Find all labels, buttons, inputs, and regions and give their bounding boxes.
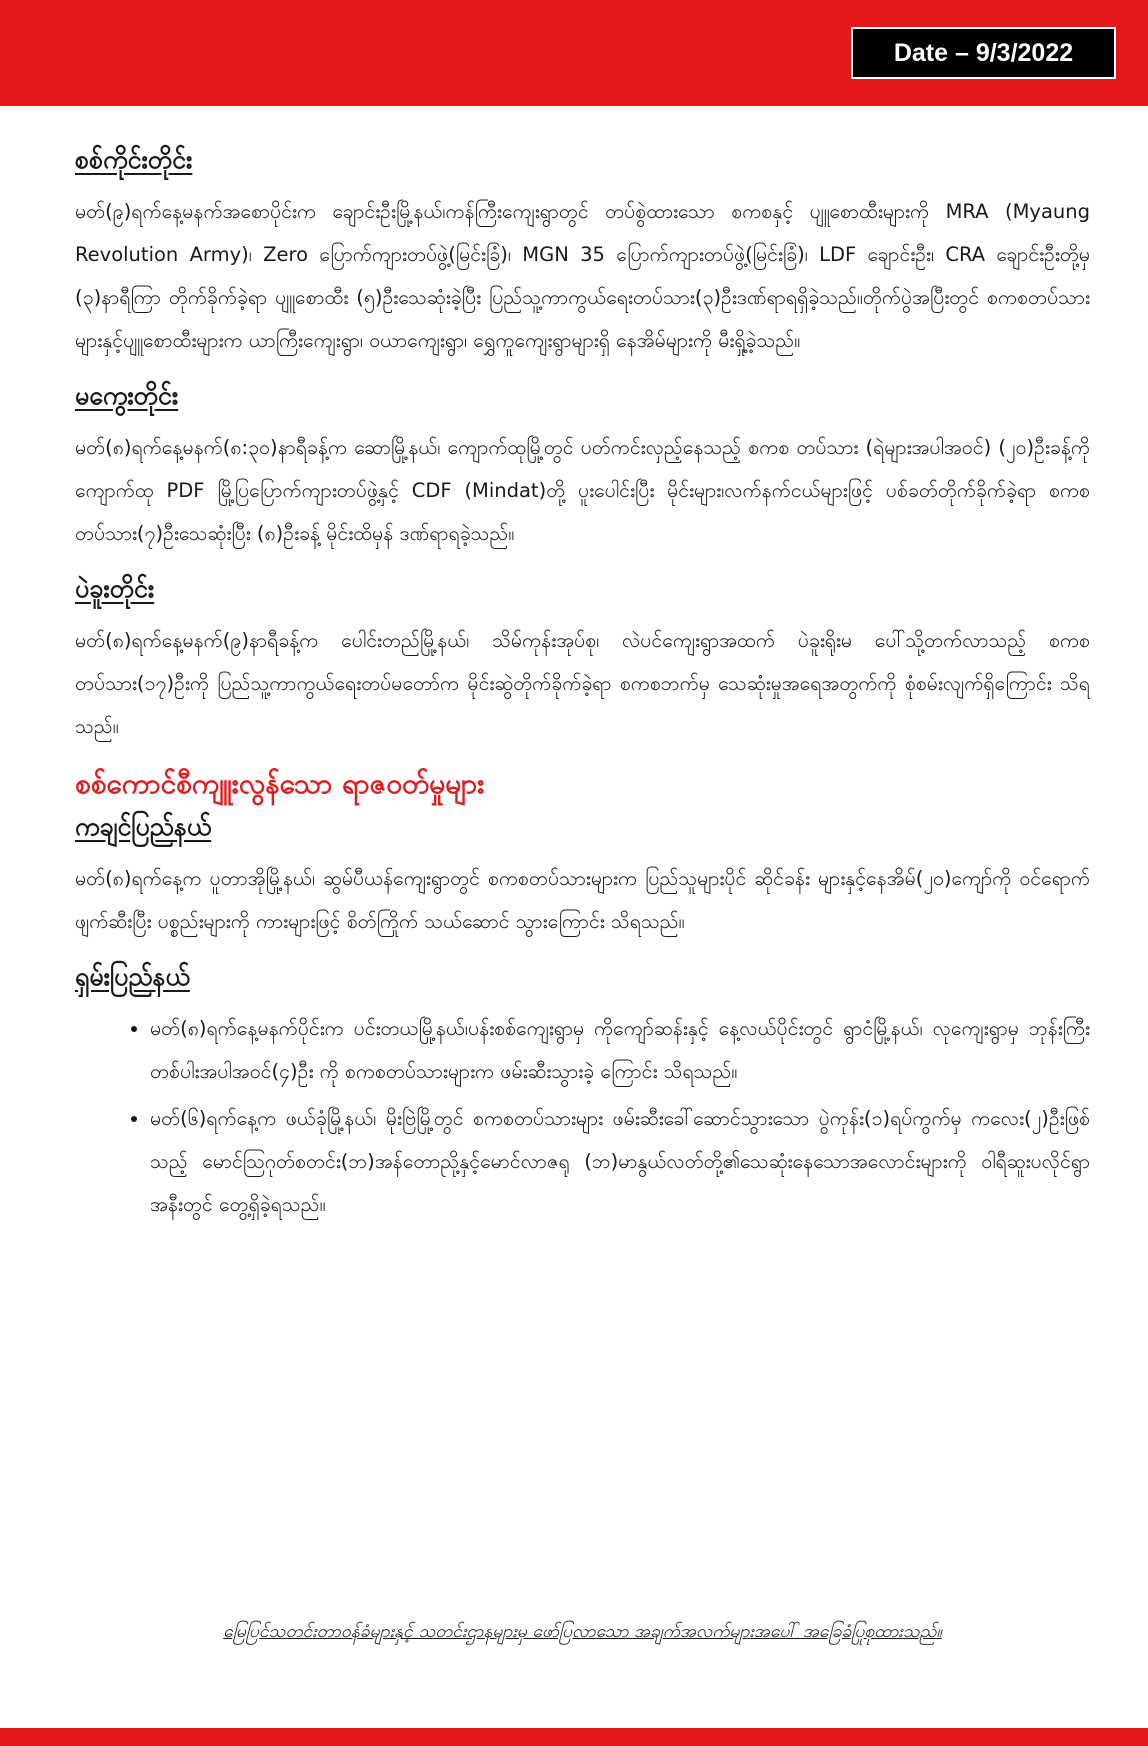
section-shan (75, 957, 1090, 1226)
section-sagaing (75, 140, 1090, 362)
section-magway (75, 376, 1090, 555)
section-heading: မကွေးတိုင်း (75, 381, 179, 410)
section-bago (75, 569, 1090, 748)
section-paragraph: မတ်(၈)ရက်နေ့မနက်(၈:၃၀)နာရီခန့်က ဆောမြို့နယ်၊ ကျောက်ထုမြို့တွင် ပတ်ကင်းလှည့်နေသည့် စကစ တပ်သား (ရဲများအပါအဝင်) (၂၀)ဦးခန့်ကို ကျောက်ထု PDF မြို့ပြပြောက်ကျားတပ်ဖွဲ့နှင့် CDF (Mindat)တို့ ပူးပေါင်းပြီး မိုင်းများ၊လက်နက်ငယ်များဖြင့် ပစ်ခတ်တိုက်ခိုက်ခဲ့ရာ စကစတပ်သား(၇)ဦးသေဆုံးပြီး (၈)ဦးခန့် မိုင်းထိမှန် ဒဏ်ရာရခဲ့သည်။ (75, 436, 1090, 545)
footer-banner (0, 1728, 1148, 1746)
section-heading: စစ်ကိုင်းတိုင်း (75, 145, 193, 174)
section-paragraph: မတ်(၉)ရက်နေ့မနက်အစောပိုင်းက ချောင်းဦးမြို့နယ်၊ကန်ကြီးကျေးရွာတွင် တပ်စွဲထားသော စကစနှင့် ပျူစောထီးများကို MRA (Myaung Revolution Army)၊ Zero ပြောက်ကျားတပ်ဖွဲ့(မြင်းခြံ)၊ MGN 35 ပြောက်ကျားတပ်ဖွဲ့(မြင်းခြံ)၊ LDF ချောင်းဦး၊ CRA ချောင်းဦးတို့မှ (၃)နာရီကြာ တိုက်ခိုက်ခဲ့ရာ ပျူစောထီး (၅)ဦးသေဆုံးခဲ့ပြီး ပြည်သူ့ကာကွယ်ရေးတပ်သား(၃)ဦးဒဏ်ရာရရှိခဲ့သည်။တိုက်ပွဲအပြီးတွင် စကစတပ်သား များနှင့်ပျူစောထီးများက ယာကြီးကျေးရွာ၊ ဝယာကျေးရွာ၊ ရွှေကူကျေးရွာများရှိ နေအိမ်များကို မီးရှို့ခဲ့သည်။ (75, 200, 1090, 352)
section-kachin (75, 807, 1090, 943)
bullet-list (75, 1007, 1090, 1226)
section-heading: ရှမ်းပြည်နယ် (75, 961, 190, 991)
section-paragraph: မတ်(၈)ရက်နေ့က ပူတာအိုမြို့နယ်၊ ဆွမ်ပီယန်ကျေးရွာတွင် စကစတပ်သားများက ပြည်သူများပိုင် ဆိုင်ခန်း များနှင့်နေအိမ်(၂၀)ကျော်ကို ဝင်ရောက်ဖျက်ဆီးပြီး ပစ္စည်းများကို ကားများဖြင့် စိတ်ကြိုက် သယ်ဆောင် သွားကြောင်း သိရသည်။ (75, 866, 1090, 933)
section-heading: ပဲခူးတိုင်း (75, 574, 155, 603)
section-paragraph: မတ်(၈)ရက်နေ့မနက်(၉)နာရီခန့်က ပေါင်းတည်မြို့နယ်၊ သိမ်ကုန်းအုပ်စု၊ လဲပင်ကျေးရွာအထက် ပဲခူးရိုးမ ပေါ်သို့တက်လာသည့် စကစတပ်သား(၁၇)ဦးကို ပြည်သူ့ကာကွယ်ရေးတပ်မတော်က မိုင်းဆွဲတိုက်ခိုက်ခဲ့ရာ စကစဘက်မှ သေဆုံးမှုအရေအတွက်ကို စုံစမ်းလျက်ရှိကြောင်း သိရသည်။ (75, 629, 1090, 738)
bullet-item: • မတ်(၈)ရက်နေ့မနက်ပိုင်းက ပင်းတယမြို့နယ်၊ပန်းစစ်ကျေးရွာမှ ကိုကျော်ဆန်းနှင့် နေ့လယ်ပိုင်းတွင် ရွာငံမြို့နယ်၊ လုကျေးရွာမှ ဘုန်းကြီးတစ်ပါးအပါအဝင်(၄)ဦး ကို စကစတပ်သားများက ဖမ်းဆီးသွားခဲ့ ကြောင်း သိရသည်။ (150, 1007, 1090, 1093)
source-note: မြေပြင်သတင်းတာဝန်ခံများနှင့် သတင်းဌာနများမှ ဖော်ပြလာသော အချက်အလက်များအပေါ် အခြေခံပြုစုထားသည်။ (223, 1622, 942, 1642)
date-badge: Date – 9/3/2022 (851, 27, 1116, 79)
section-heading: ကချင်ပြည်နယ် (75, 811, 212, 841)
bullet-item: • မတ်(၆)ရက်နေ့က ဖယ်ခုံမြို့နယ်၊ မိုးဗြဲမြို့တွင် စကစတပ်သားများ ဖမ်းဆီးခေါ်ဆောင်သွားသော ပွဲကုန်း(၁)ရပ်ကွက်မှ ကလေး(၂)ဦးဖြစ်သည့် မောင်သြဂုတ်စတင်း(ဘ)အန်တောညို့နှင့်မောင်လာဇရု (ဘ)မာနွယ်လတ်တို့၏သေဆုံးနေသောအလောင်းများကို ဝါရီဆူးပလိုင်ရွာအနီးတွင် တွေ့ရှိခဲ့ရသည်။ (150, 1097, 1090, 1226)
abuse-title: စစ်ကောင်စီကျူးလွန်သော ရာဇဝတ်မှုများ (75, 767, 485, 800)
report-body (75, 140, 1090, 1230)
